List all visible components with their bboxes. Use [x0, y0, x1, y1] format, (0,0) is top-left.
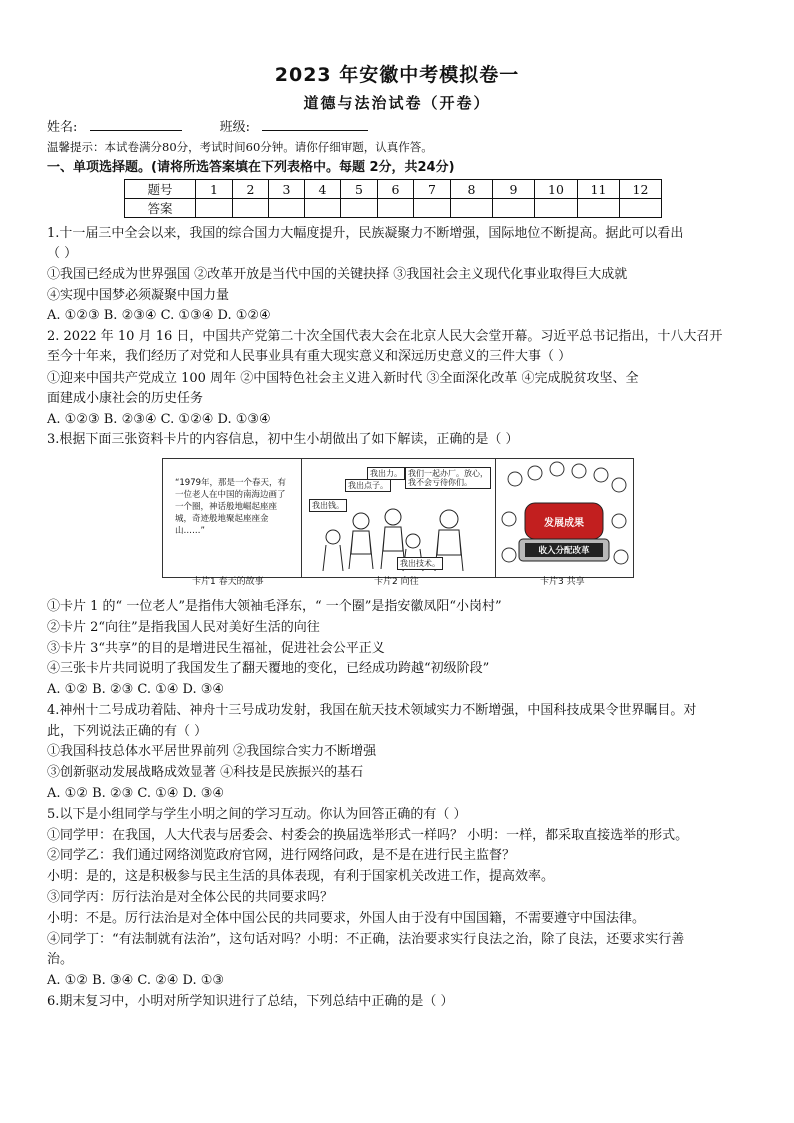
answer-cell[interactable]: [341, 199, 378, 218]
q2-line1: 2. 2022 年 10 月 16 日，中国共产党第二十次全国代表大会在北京人民大会堂开幕。习近平总书记指出，十八大召开: [47, 329, 723, 344]
class-label: 班级:: [219, 120, 251, 135]
answer-cell[interactable]: [305, 199, 341, 218]
q3-option2: ②卡片 2“向往”是指我国人民对美好生活的向往: [47, 620, 320, 635]
name-label: 姓名:: [47, 120, 78, 135]
q2-choices: A. ①②③ B. ②③④ C. ①②④ D. ①③④: [47, 412, 271, 427]
speech-bubble: 我出点子。: [345, 479, 391, 492]
table-cell: 10: [535, 180, 578, 199]
answer-cell[interactable]: [620, 199, 662, 218]
card3: [495, 459, 633, 577]
speech-bubble: 我出力。: [367, 467, 405, 480]
table-row-numbers: [125, 180, 662, 199]
table-cell: 8: [451, 180, 493, 199]
q5-line4: 小明：是的，这是积极参与民主生活的具体表现，有利于国家机关改进工作，提高效率。: [47, 869, 555, 884]
exam-title: 2023 年安徽中考模拟卷一: [274, 64, 520, 86]
q3-option4: ④三张卡片共同说明了我国发生了翻天覆地的变化，已经成功跨越“初级阶段”: [47, 661, 490, 676]
q5-stem: 5.以下是小组同学与学生小明之间的学习互动。你认为回答正确的有（ ）: [47, 807, 467, 822]
q3-stem: 3.根据下面三张资料卡片的内容信息，初中生小胡做出了如下解读，正确的是（ ）: [47, 432, 519, 447]
resource-cards: [162, 458, 634, 578]
table-cell: 7: [414, 180, 451, 199]
section1-heading: 一、单项选择题。(请将所选答案填在下列表格中。每题 2分，共24分): [47, 160, 455, 175]
table-cell: 5: [341, 180, 378, 199]
q3-option1: ①卡片 1 的“ 一位老人”是指伟大领袖毛泽东，“ 一个圈”是指安徽凤阳“小岗村”: [47, 599, 502, 614]
card3-caption: 卡片3 共享: [540, 577, 585, 587]
q5-line8: 治。: [47, 952, 74, 967]
q5-choices: A. ①② B. ③④ C. ②④ D. ①③: [47, 973, 225, 988]
cake-top-label: 发展成果: [544, 518, 584, 529]
q5-line6: 小明：不是。厉行法治是对全体中国公民的共同要求，外国人由于没有中国国籍，不需要遵守中国法律。: [47, 911, 646, 926]
q5-line7: ④同学丁：“有法制就有法治”，这句话对吗？小明：不正确，法治要求实行良法之治，除了良法，还要求实行善: [47, 932, 685, 947]
q5-line5: ③同学丙：厉行法治是对全体公民的共同要求吗？: [47, 890, 334, 905]
row-label: 题号: [125, 180, 196, 199]
q1-options: ①我国已经成为世界强国 ②改革开放是当代中国的关键抉择 ③我国社会主义现代化事业取得巨大成就: [47, 267, 628, 282]
answer-cell[interactable]: [535, 199, 578, 218]
table-cell: 3: [269, 180, 305, 199]
card1-caption: 卡片1 春天的故事: [192, 577, 264, 587]
speech-bubble: 我们一起办厂。放心，我不会亏待你们。: [405, 467, 491, 489]
q1-option4: ④实现中国梦必须凝聚中国力量: [47, 288, 230, 303]
card2-caption: 卡片2 向往: [374, 577, 419, 587]
q5-line2: ①同学甲：在我国，人大代表与居委会、村委会的换届选举形式一样吗？ 小明：一样，都采取直接选举的形式。: [47, 828, 689, 843]
q2-line2: 至今十年来，我们经历了对党和人民事业具有重大现实意义和深远历史意义的三件大事（ ）: [47, 349, 572, 364]
q2-option4: 面建成小康社会的历史任务: [47, 391, 204, 406]
answer-cell[interactable]: [414, 199, 451, 218]
speech-bubble: 我出钱。: [309, 499, 347, 512]
q4-options-a: ①我国科技总体水平居世界前列 ②我国综合实力不断增强: [47, 744, 377, 759]
q4-line2: 此，下列说法正确的有（ ）: [47, 724, 208, 739]
q5-line3: ②同学乙：我们通过网络浏览政府官网，进行网络问政，是不是在进行民主监督？: [47, 848, 516, 863]
q3-option3: ③卡片 3“共享”的目的是增进民生福祉，促进社会公平正义: [47, 641, 385, 656]
cake-band-label: 收入分配改革: [538, 546, 590, 556]
answer-cell[interactable]: [578, 199, 620, 218]
table-cell: 12: [620, 180, 662, 199]
q3-choices: A. ①② B. ②③ C. ①④ D. ③④: [47, 682, 225, 697]
answer-cell[interactable]: [196, 199, 233, 218]
q4-line1: 4.神州十二号成功着陆、神舟十三号成功发射，我国在航天技术领域实力不断增强，中国科技成果令世界瞩目。对: [47, 703, 697, 718]
answer-cell[interactable]: [378, 199, 414, 218]
q2-options: ①迎来中国共产党成立 100 周年 ②中国特色社会主义进入新时代 ③全面深化改革 ④完成脱贫攻坚、全: [47, 371, 639, 386]
speech-bubble: 我出技术。: [397, 557, 443, 570]
q1-choices: A. ①②③ B. ②③④ C. ①③④ D. ①②④: [47, 308, 271, 323]
table-cell: 9: [493, 180, 535, 199]
q6-stem: 6.期末复习中，小明对所学知识进行了总结，下列总结中正确的是（ ）: [47, 994, 454, 1009]
q1-line2: （ ）: [47, 246, 78, 261]
answer-cell[interactable]: [493, 199, 535, 218]
table-cell: 1: [196, 180, 233, 199]
exam-subtitle: 道德与法治试卷（开卷）: [303, 94, 491, 112]
q1-line1: 1.十一届三中全会以来，我国的综合国力大幅度提升，民族凝聚力不断增强，国际地位不断提高。据此可以看出: [47, 226, 684, 241]
name-field[interactable]: [90, 118, 182, 131]
table-cell: 11: [578, 180, 620, 199]
answer-cell[interactable]: [269, 199, 305, 218]
answer-cell[interactable]: [233, 199, 269, 218]
card1-text: “1979年，那是一个春天，有一位老人在中国的南海边画了一个圈，神话般地崛起座座城，奇迹般地聚起座座金山……”: [175, 478, 287, 536]
class-field[interactable]: [262, 118, 368, 131]
card2: [301, 459, 496, 577]
answer-cell[interactable]: [451, 199, 493, 218]
table-cell: 4: [305, 180, 341, 199]
table-cell: 2: [233, 180, 269, 199]
table-row-answers: [125, 199, 662, 218]
student-info-row: [47, 118, 368, 136]
card1: [163, 459, 302, 577]
row-label: 答案: [125, 199, 196, 218]
notice: 温馨提示：本试卷满分80分，考试时间60分钟。请你仔细审题，认真作答。: [47, 140, 433, 154]
table-cell: 6: [378, 180, 414, 199]
q4-options-b: ③创新驱动发展战略成效显著 ④科技是民族振兴的基石: [47, 765, 364, 780]
answer-table: [124, 179, 662, 218]
q4-choices: A. ①② B. ②③ C. ①④ D. ③④: [47, 786, 225, 801]
